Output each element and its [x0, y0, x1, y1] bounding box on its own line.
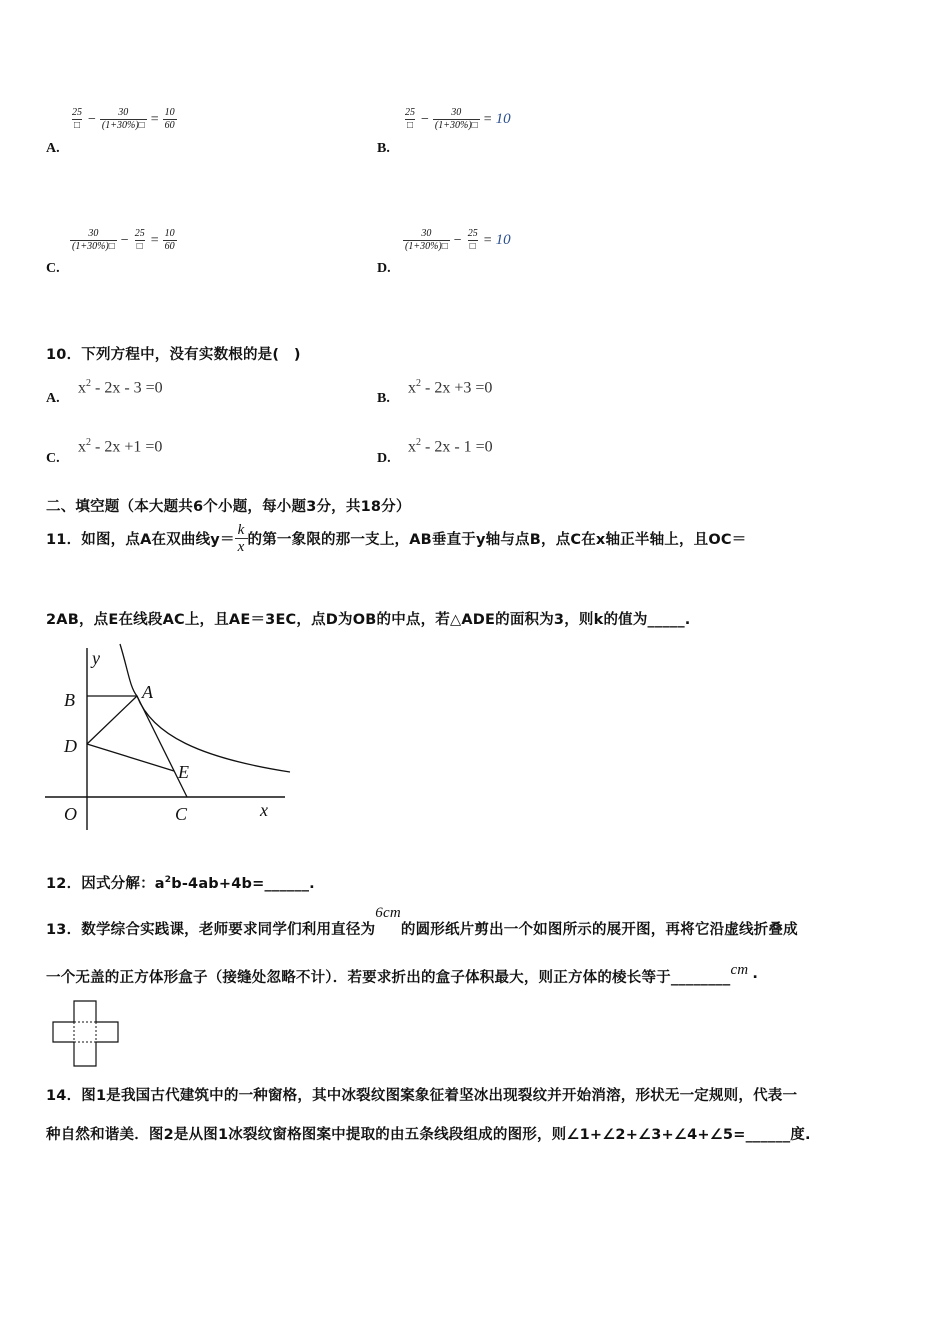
- q9-option-a-label: A.: [46, 141, 60, 156]
- q14-line1: 14．图1是我国古代建筑中的一种窗格，其中冰裂纹图案象征着坚冰出现裂纹并开始消溶，形状无一定规则，代表一: [46, 1088, 798, 1104]
- q9-option-b-equation: $\frac{25}{□}$ − $\frac{30}{(1+30\%)□}$ = 10: [405, 107, 511, 131]
- label-c: C: [175, 804, 188, 824]
- q10-option-c-label: C.: [46, 451, 60, 466]
- q10-option-b-equation: $x^2 - 2x +3 =0$: [408, 378, 493, 397]
- section-2-heading: 二、填空题（本大题共6个小题，每小题3分，共18分）: [46, 499, 411, 515]
- label-d: D: [64, 736, 77, 756]
- q11-figure: [40, 640, 300, 840]
- label-a: A: [142, 682, 153, 702]
- label-o: O: [64, 804, 77, 824]
- q11-line2: 2AB，点E在线段AC上，且AE＝3EC，点D为OB的中点，若△ADE的面积为3，则k的值为_____.: [46, 612, 691, 628]
- q10-option-d-label: D.: [377, 451, 391, 466]
- q13-cube-net: [50, 1000, 122, 1070]
- q14-line2: 种自然和谐美．图2是从图1冰裂纹窗格图案中提取的由五条线段组成的图形，则∠1+∠2+∠3+∠4+∠5=______度.: [46, 1127, 811, 1143]
- q10-option-a-label: A.: [46, 391, 60, 406]
- q13-line2: 一个无盖的正方体形盒子（接缝处忽略不计）．若要求折出的盒子体积最大，则正方体的棱长等于________ cm .: [46, 962, 759, 986]
- q10-stem: 10．下列方程中，没有实数根的是( ): [46, 347, 301, 363]
- label-x: x: [260, 800, 268, 820]
- q9-option-d-label: D.: [377, 261, 391, 276]
- q12-text: 12．因式分解：$a^2b-4ab+4b=\_\_\_\_\_\_$.: [46, 875, 315, 892]
- segment-de: [87, 744, 174, 771]
- q13-line1: 13．数学综合实践课，老师要求同学们利用直径为 6cm 的圆形纸片剪出一个如图所示的展开图，再将它沿虚线折叠成: [46, 905, 798, 938]
- label-b: B: [64, 690, 75, 710]
- q9-option-c-label: C.: [46, 261, 60, 276]
- q9-option-d-equation: $\frac{30}{(1+30\%)□}$ − $\frac{25}{□}$ = 10: [405, 228, 511, 252]
- segment-da: [87, 696, 137, 744]
- q11-line1: 11．如图，点A在双曲线y＝ $\frac{k}{x}$ 的第一象限的那一支上，AB垂直于y轴与点B，点C在x轴正半轴上，且OC＝: [46, 522, 747, 555]
- q9-option-a-equation: $\frac{25}{□}$ − $\frac{30}{(1+30\%)□}$ = $\frac{10}{60}$: [72, 107, 175, 131]
- q13-diameter: 6cm: [375, 905, 401, 921]
- net-outline: [53, 1001, 118, 1066]
- q10-option-a-equation: $x^2 - 2x - 3 =0$: [78, 378, 163, 397]
- label-e: E: [178, 762, 189, 782]
- q10-option-c-equation: $x^2 - 2x +1 =0$: [78, 437, 163, 456]
- q10-option-b-label: B.: [377, 391, 390, 406]
- hyperbola-curve: [120, 644, 290, 772]
- q10-option-d-equation: $x^2 - 2x - 1 =0$: [408, 437, 493, 456]
- q9-option-b-label: B.: [377, 141, 390, 156]
- label-y: y: [92, 648, 100, 668]
- q11-k-over-x: $\frac{k}{x}$: [235, 522, 248, 555]
- q9-option-c-equation: $\frac{30}{(1+30\%)□}$ − $\frac{25}{□}$ = $\frac{10}{60}$: [72, 228, 175, 252]
